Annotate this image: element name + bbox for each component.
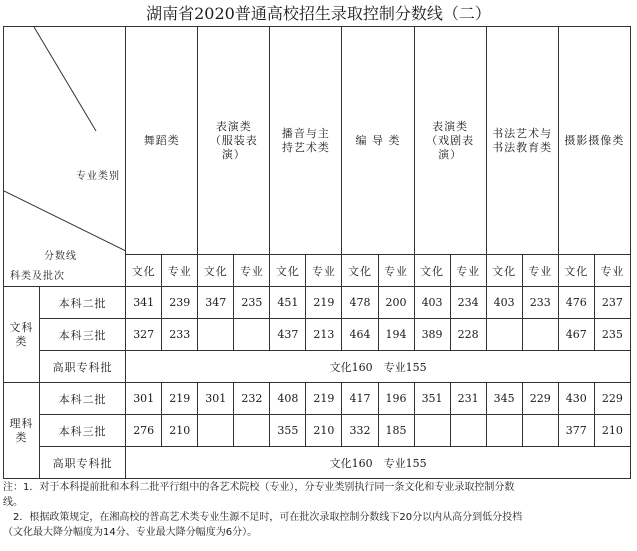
major-score-cell [234, 319, 270, 351]
culture-score-cell: 351 [414, 383, 450, 415]
culture-score-cell: 476 [558, 287, 594, 319]
batch-label: 本科三批 [40, 415, 126, 447]
score-table [3, 26, 631, 479]
major-score-cell: 234 [450, 287, 486, 319]
category-header: 舞蹈类 [126, 27, 198, 255]
major-score-cell: 185 [378, 415, 414, 447]
corner-label-major: 专业类别 [76, 171, 120, 182]
major-score-cell: 210 [162, 415, 198, 447]
major-subheader: 专业 [306, 255, 342, 287]
culture-score-cell: 464 [342, 319, 378, 351]
major-score-cell: 231 [450, 383, 486, 415]
culture-score-cell: 408 [270, 383, 306, 415]
culture-score-cell: 417 [342, 383, 378, 415]
culture-score-cell: 377 [558, 415, 594, 447]
group-label: 文科类 [4, 287, 40, 383]
culture-score-cell: 389 [414, 319, 450, 351]
group-label: 理科类 [4, 383, 40, 479]
header-corner-cell [4, 27, 126, 287]
major-subheader: 专业 [594, 255, 630, 287]
culture-subheader: 文化 [198, 255, 234, 287]
note-line: 注：1．对于本科提前批和本科二批平行组中的各艺术院校（专业），分专业类别执行同一条文化和专业录取控制分数 [3, 482, 515, 493]
category-header: 表演类 （服装表 演） [198, 27, 270, 255]
major-subheader: 专业 [522, 255, 558, 287]
category-header: 书法艺术与 书法教育类 [486, 27, 558, 255]
major-score-cell: 229 [522, 383, 558, 415]
major-score-cell: 232 [234, 383, 270, 415]
table-row [4, 447, 631, 479]
culture-score-cell: 327 [126, 319, 162, 351]
major-score-cell: 219 [162, 383, 198, 415]
note-line: （文化最大降分幅度为14分、专业最大降分幅度为6分）。 [3, 527, 258, 538]
category-header: 摄影摄像类 [558, 27, 630, 255]
table-row [4, 319, 631, 351]
merged-score-cell: 文化160 专业155 [126, 447, 631, 479]
major-score-cell: 233 [162, 319, 198, 351]
corner-label-batch: 科类及批次 [10, 271, 65, 282]
table-row [4, 351, 631, 383]
header-row [4, 27, 631, 255]
culture-score-cell: 451 [270, 287, 306, 319]
major-subheader: 专业 [378, 255, 414, 287]
table-row [4, 287, 631, 319]
major-score-cell: 213 [306, 319, 342, 351]
culture-subheader: 文化 [414, 255, 450, 287]
culture-score-cell: 403 [486, 287, 522, 319]
major-score-cell: 239 [162, 287, 198, 319]
culture-score-cell: 355 [270, 415, 306, 447]
batch-label: 本科三批 [40, 319, 126, 351]
major-score-cell [522, 415, 558, 447]
major-subheader: 专业 [450, 255, 486, 287]
major-score-cell: 194 [378, 319, 414, 351]
note-line: 线。 [3, 497, 23, 508]
major-score-cell: 235 [234, 287, 270, 319]
table-row [4, 415, 631, 447]
culture-score-cell: 403 [414, 287, 450, 319]
major-score-cell: 235 [594, 319, 630, 351]
culture-score-cell: 430 [558, 383, 594, 415]
major-score-cell: 200 [378, 287, 414, 319]
culture-score-cell [486, 415, 522, 447]
major-score-cell: 237 [594, 287, 630, 319]
culture-score-cell: 347 [198, 287, 234, 319]
major-score-cell: 229 [594, 383, 630, 415]
major-subheader: 专业 [234, 255, 270, 287]
culture-score-cell: 301 [126, 383, 162, 415]
page-title: 湖南省2020普通高校招生录取控制分数线（二） [146, 4, 491, 23]
major-score-cell: 210 [306, 415, 342, 447]
category-header: 编 导 类 [342, 27, 414, 255]
table-row [4, 383, 631, 415]
culture-score-cell: 276 [126, 415, 162, 447]
major-score-cell: 219 [306, 287, 342, 319]
culture-score-cell: 467 [558, 319, 594, 351]
major-score-cell: 233 [522, 287, 558, 319]
major-score-cell: 219 [306, 383, 342, 415]
culture-subheader: 文化 [270, 255, 306, 287]
culture-score-cell: 332 [342, 415, 378, 447]
culture-score-cell [198, 415, 234, 447]
notes [3, 480, 633, 540]
major-score-cell [234, 415, 270, 447]
culture-subheader: 文化 [342, 255, 378, 287]
category-header: 表演类 （戏剧表 演） [414, 27, 486, 255]
culture-score-cell [486, 319, 522, 351]
culture-score-cell: 341 [126, 287, 162, 319]
major-score-cell [450, 415, 486, 447]
culture-score-cell: 478 [342, 287, 378, 319]
batch-label: 本科二批 [40, 287, 126, 319]
merged-score-cell: 文化160 专业155 [126, 351, 631, 383]
major-score-cell [522, 319, 558, 351]
culture-score-cell: 437 [270, 319, 306, 351]
batch-label: 高职专科批 [40, 351, 126, 383]
culture-subheader: 文化 [558, 255, 594, 287]
culture-score-cell [414, 415, 450, 447]
batch-label: 高职专科批 [40, 447, 126, 479]
culture-score-cell: 345 [486, 383, 522, 415]
major-score-cell: 228 [450, 319, 486, 351]
corner-label-score: 分数线 [44, 251, 77, 262]
major-score-cell: 196 [378, 383, 414, 415]
culture-subheader: 文化 [126, 255, 162, 287]
culture-score-cell: 301 [198, 383, 234, 415]
major-subheader: 专业 [162, 255, 198, 287]
batch-label: 本科二批 [40, 383, 126, 415]
culture-score-cell [198, 319, 234, 351]
note-line: 2．根据政策规定，在湘高校的普高艺术类专业生源不足时，可在批次录取控制分数线下20分以内从高分到低分投档 [3, 512, 523, 523]
major-score-cell: 210 [594, 415, 630, 447]
category-header: 播音与主 持艺术类 [270, 27, 342, 255]
culture-subheader: 文化 [486, 255, 522, 287]
